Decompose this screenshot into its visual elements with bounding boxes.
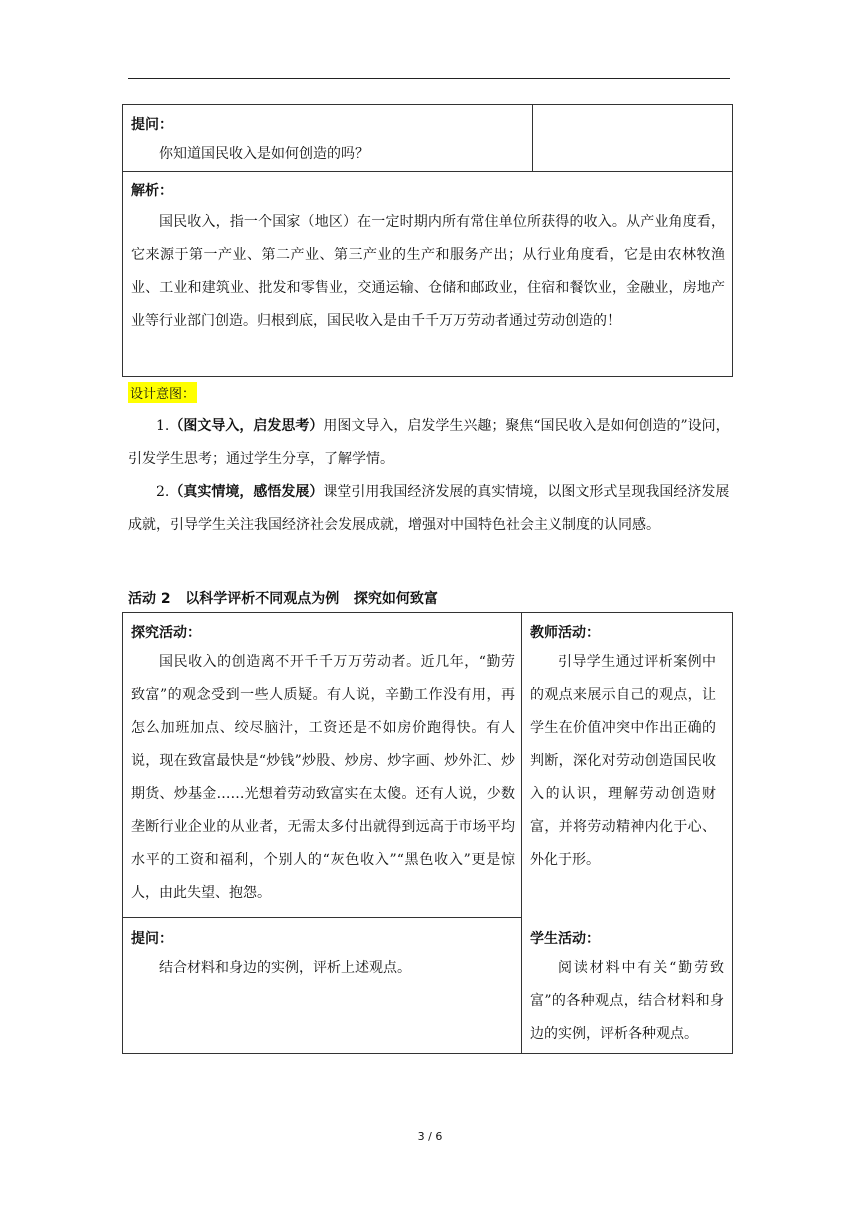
question-label: 提问：: [131, 117, 173, 133]
design-intent-tag: 设计意图：: [128, 382, 197, 403]
activity-question-label: 提问：: [131, 931, 173, 947]
header-rule: [128, 78, 730, 79]
question-text: 你知道国民收入是如何创造的吗？: [159, 146, 369, 162]
activity-title: 活动 2 以科学评析不同观点为例 探究如何致富: [128, 591, 438, 607]
student-text: 阅读材料中有关“勤劳致富”的各种观点，结合材料和身边的实例，评析各种观点。: [530, 960, 724, 1042]
analysis-label: 解析：: [131, 183, 173, 199]
activity-row-divider: [122, 917, 521, 918]
item-heading: （真实情境，感悟发展）: [169, 484, 324, 500]
item-text: 课堂引用我国经济发展的真实情境，以图文形式呈现我国经济发展成就，引导学生关注我国经济社会发展成就，增强对中国特色社会主义制度的认同感。: [128, 484, 730, 533]
activity-column-divider: [521, 612, 522, 1054]
teacher-label: 教师活动：: [530, 625, 600, 641]
student-label: 学生活动：: [530, 931, 600, 947]
analysis-text: 国民收入，指一个国家（地区）在一定时期内所有常住单位所获得的收入。从产业角度看，它来源于第一产业、第二产业、第三产业的生产和服务产出；从行业角度看，它是由农林牧渔业、工业和建筑业、批发和零售业，交通运输、仓储和邮政业，住宿和餐饮业，金融业，房地产业等行业部门创造。归根到底，国民收入是由千千万万劳动者通过劳动创造的！: [131, 214, 725, 329]
explore-text: 国民收入的创造离不开千千万万劳动者。近几年，“勤劳致富”的观念受到一些人质疑。有人说，辛勤工作没有用，再怎么加班加点、绞尽脑汁，工资还是不如房价跑得快。有人说，现在致富最快是“炒钱”炒股、炒房、炒字画、炒外汇、炒期货、炒基金……光想着劳动致富实在太傻。还有人说，少数垄断行业企业的从业者，无需太多付出就得到远高于市场平均水平的工资和福利，个别人的“灰色收入”“黑色收入”更是惊人，由此失望、抱怨。: [131, 654, 515, 901]
item-number: 2.: [156, 484, 170, 500]
design-intent-item-2: [128, 476, 732, 542]
activity-question-text: 结合材料和身边的实例，评析上述观点。: [159, 960, 411, 976]
design-intent-item-1: [128, 410, 732, 476]
table1-column-divider: [532, 104, 533, 171]
item-number: 1.: [156, 418, 170, 434]
table1-row-divider: [122, 171, 733, 172]
page-number: 3 / 6: [417, 1130, 443, 1143]
item-heading: （图文导入，启发思考）: [169, 418, 324, 434]
item-text: 用图文导入，启发学生兴趣；聚焦“国民收入是如何创造的”设问，引发学生思考；通过学生分享，了解学情。: [128, 418, 730, 467]
explore-label: 探究活动：: [131, 625, 201, 641]
teacher-text: 引导学生通过评析案例中的观点来展示自己的观点，让学生在价值冲突中作出正确的判断，深化对劳动创造国民收入的认识，理解劳动创造财富，并将劳动精神内化于心、外化于形。: [530, 654, 716, 868]
